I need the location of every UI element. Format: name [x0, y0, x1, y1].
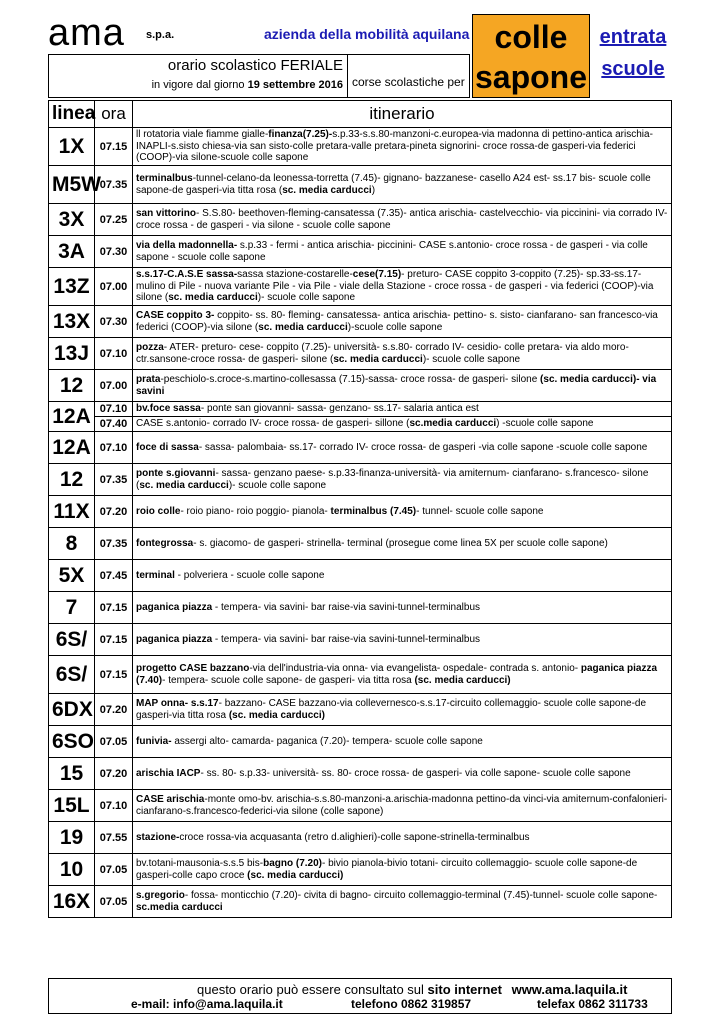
itinerary-segment: (sc. media carducci)- via savini	[136, 374, 657, 397]
line-number: M5W	[49, 166, 95, 204]
departure-time: 07.30	[95, 236, 133, 268]
departure-time: 07.30	[95, 306, 133, 338]
valid-from-date: 19 settembre 2016	[247, 79, 343, 91]
table-row	[49, 464, 672, 496]
table-row	[49, 854, 672, 886]
departure-time: 07.00	[95, 370, 133, 402]
itinerary-segment: sc.media carducci	[409, 418, 497, 430]
line-number: 11X	[49, 496, 95, 528]
col-linea: linea	[49, 101, 95, 128]
line-number: 6DX	[49, 694, 95, 726]
itinerary-segment: )	[371, 184, 376, 196]
destination-box	[472, 14, 590, 98]
table-row	[49, 236, 672, 268]
footer-phone: telefono 0862 319857	[351, 997, 472, 1011]
line-number: 6S/	[49, 624, 95, 656]
table-row	[49, 417, 672, 432]
table-body	[49, 128, 672, 918]
itinerary-segment: s.p.33-s.s.80-manzoni-c.europea-via madonna di pettino-antica arischia-INAPLI-s.sisto chiesa-via san sisto-colle pretara-valle pretara-pineta signorini- croce rossa-de gasperi-via federici (COOP)-via silone-scuole colle sapone	[136, 129, 653, 164]
line-number: 13X	[49, 306, 95, 338]
itinerary	[133, 464, 672, 496]
table-row	[49, 886, 672, 918]
col-ora: ora	[95, 101, 133, 128]
itinerary-segment: paganica piazza	[136, 633, 213, 645]
itinerary-segment: (sc. media carducci)	[228, 709, 325, 721]
itinerary	[133, 790, 672, 822]
destination-line2: sapone	[474, 59, 588, 95]
itinerary-segment: s.p.33 - fermi - antica arischia- piccinini- CASE s.antonio- croce rossa - de gasperi - via colle sapone - scuole colle sapone	[136, 240, 648, 263]
line-number: 13J	[49, 338, 95, 370]
departure-time: 07.10	[95, 338, 133, 370]
itinerary-segment: bv.totani-mausonia-s.s.5 bis-	[136, 858, 264, 869]
itinerary-segment: )- scuole colle sapone	[257, 292, 356, 304]
itinerary-segment: - S.S.80- beethoven-fleming-cansatessa (7.35)- antica arischia- castelvecchio- via piccinini- via corrado IV- croce rossa - de gasperi - via silone - scuole colle sapone	[136, 208, 668, 231]
itinerary-segment: bagno (7.20)	[263, 858, 322, 869]
itinerary-segment: cese(7.15)	[352, 269, 402, 281]
itinerary-segment: terminalbus (7.45)	[330, 505, 417, 517]
itinerary	[133, 204, 672, 236]
line-number: 10	[49, 854, 95, 886]
itinerary-segment: - tempera- scuole colle sapone- de gasperi- via titta rosa	[162, 674, 415, 686]
itinerary-segment: - s. giacomo- de gasperi- strinella- terminal (prosegue come linea 5X per scuole colle sapone)	[193, 537, 608, 549]
table-row	[49, 128, 672, 166]
itinerary-segment: - bazzano- CASE bazzano-via collevernesco-s.s.17-circuito collemaggio- scuole colle sapone-de gasperi-via titta rosa	[136, 698, 647, 721]
itinerary	[133, 528, 672, 560]
itinerary	[133, 268, 672, 306]
schedule-info-box	[48, 54, 348, 98]
itinerary-segment: paganica piazza (7.40)	[136, 663, 658, 686]
line-number: 15L	[49, 790, 95, 822]
itinerary-segment: bv.foce sassa	[136, 403, 201, 415]
itinerary-segment: - ss. 80- s.p.33- università- ss. 80- croce rossa- de gasperi- via colle sapone- scuole colle sapone	[200, 767, 631, 779]
itinerary-segment: progetto CASE bazzano	[136, 663, 250, 674]
itinerary-segment: assergi alto- camarda- paganica (7.20)- tempera- scuole colle sapone	[171, 735, 483, 747]
itinerary-segment: (sc. media carducci)	[414, 674, 511, 686]
table-row	[49, 306, 672, 338]
itinerary-segment: s.gregorio	[136, 890, 185, 901]
itinerary	[133, 560, 672, 592]
departure-time: 07.05	[95, 886, 133, 918]
line-number: 8	[49, 528, 95, 560]
departure-time: 07.35	[95, 166, 133, 204]
schedule-title: orario scolastico FERIALE	[167, 57, 343, 74]
col-itinerario: itinerario	[133, 101, 672, 128]
itinerary-segment: terminal	[136, 569, 175, 581]
itinerary	[133, 822, 672, 854]
departure-time: 07.45	[95, 560, 133, 592]
line-number: 7	[49, 592, 95, 624]
company-suffix: s.p.a.	[146, 29, 175, 41]
itinerary-segment: -peschiolo-s.croce-s.martino-collesassa (7.15)-sassa- croce rossa- de gasperi- silone	[160, 374, 541, 385]
itinerary-segment: paganica piazza	[136, 601, 213, 613]
courses-label: corse scolastiche per	[352, 75, 465, 89]
departure-time: 07.35	[95, 464, 133, 496]
itinerary-segment: -tunnel-celano-da leonessa-torretta (7.45)- gignano- bazzanese- casello A24 est- ss.17 bis- scuole colle sapone-de gasperi-via titta rosa (	[136, 173, 651, 196]
entry-line2: scuole	[601, 58, 665, 80]
itinerary-segment: ) -scuole colle sapone	[496, 418, 594, 430]
itinerary	[133, 496, 672, 528]
table-row	[49, 726, 672, 758]
itinerary	[133, 592, 672, 624]
itinerary-segment: - bivio pianola-bivio totani- circuito collemaggio- scuole colle sapone-de gasperi-colle capo croce	[136, 858, 638, 881]
valid-from	[152, 79, 343, 91]
itinerary-segment: coppito- ss. 80- fleming- cansatessa- antica arischia- pettino- s. sisto- cianfarano- san francesco-via federici (COOP)-via silone (	[136, 310, 658, 333]
destination-line1: colle	[494, 19, 568, 55]
table-row	[49, 204, 672, 236]
table-row	[49, 166, 672, 204]
table-row	[49, 790, 672, 822]
itinerary-segment: MAP onna- s.s.17	[136, 698, 219, 709]
itinerary-segment: - preturo- CASE coppito 3-coppito (7.25)- sp.33-ss.17-mulino di Pile - nuova variante Pile - via Pile - viale della Stazione - croce rossa - de gasperi - via federici (COOP)-via silone (	[136, 269, 654, 304]
itinerary-segment: - ATER- preturo- cese- coppito (7.25)- università- s.s.80- corrado IV- cesidio- colle pretara- via aldo moro-ctr.sansone-croce rossa- de gasperi- silone (	[136, 342, 629, 365]
itinerary-segment: CASE s.antonio- corrado IV- croce rossa- de gasperi- sillone (	[136, 418, 410, 430]
departure-time: 07.05	[95, 854, 133, 886]
itinerary	[133, 656, 672, 694]
line-number: 6S/	[49, 656, 95, 694]
line-number: 1X	[49, 128, 95, 166]
itinerary	[133, 402, 672, 417]
itinerary-segment: sassa stazione-costarelle-	[237, 269, 353, 281]
itinerary-segment: pozza	[136, 342, 164, 353]
table-row	[49, 370, 672, 402]
itinerary-segment: - polveriera - scuole colle sapone	[174, 569, 325, 581]
entry-label	[594, 26, 672, 80]
departure-time: 07.15	[95, 624, 133, 656]
departure-time: 07.10	[95, 790, 133, 822]
departure-time: 07.20	[95, 694, 133, 726]
departure-time: 07.10	[95, 402, 133, 417]
table-row	[49, 338, 672, 370]
itinerary-segment: sc. media carducci	[258, 321, 348, 333]
footer-site-label: sito internet	[427, 982, 502, 997]
itinerary-segment: sc.media carducci	[136, 901, 223, 913]
itinerary	[133, 886, 672, 918]
courses-box	[348, 54, 470, 98]
footer-info	[197, 982, 627, 997]
itinerary-segment: - tempera- via savini- bar raise-via savini-tunnel-terminalbus	[212, 601, 481, 613]
itinerary-segment: via della madonnella-	[136, 240, 238, 251]
table-row	[49, 656, 672, 694]
table-row	[49, 560, 672, 592]
itinerary-segment: )- scuole colle sapone	[422, 353, 521, 365]
departure-time: 07.20	[95, 496, 133, 528]
itinerary-segment: san vittorino	[136, 208, 197, 219]
line-number: 12A	[49, 432, 95, 464]
departure-time: 07.15	[95, 592, 133, 624]
document-header	[48, 12, 672, 95]
departure-time: 07.00	[95, 268, 133, 306]
line-number: 3A	[49, 236, 95, 268]
footer-info-prefix: questo orario può essere consultato sul	[197, 982, 424, 997]
itinerary-segment: ponte s.giovanni	[136, 468, 216, 479]
itinerary-segment: -monte omo-bv. arischia-s.s.80-manzoni-a.arischia-madonna pettino-da vinci-via amiternum-confalonieri-cianfarano-s.francesco-federici-via silone (colle sapone)	[136, 794, 668, 817]
schedule-table	[48, 100, 672, 918]
itinerary-segment: sc. media carducci	[168, 292, 258, 304]
departure-time: 07.55	[95, 822, 133, 854]
itinerary	[133, 166, 672, 204]
itinerary-segment: - fossa- monticchio (7.20)- civita di bagno- circuito collemaggio-terminal (7.45)-tunnel- scuole colle sapone-	[184, 890, 658, 901]
table-row	[49, 268, 672, 306]
itinerary-segment: ll rotatoria viale fiamme gialle-	[136, 129, 269, 141]
table-row	[49, 822, 672, 854]
itinerary-segment: sc. media carducci	[333, 353, 423, 365]
line-number: 12	[49, 464, 95, 496]
itinerary-segment: )-scuole colle sapone	[347, 321, 443, 333]
departure-time: 07.10	[95, 432, 133, 464]
departure-time: 07.40	[95, 417, 133, 432]
itinerary-segment: -via dell'industria-via onna- via evangelista- ospedale- contrada s. antonio-	[249, 663, 581, 674]
itinerary-segment: croce rossa-via acquasanta (retro d.alighieri)-colle sapone-strinella-terminalbus	[179, 831, 530, 843]
footer-box	[48, 978, 672, 1014]
itinerary-segment: CASE coppito 3-	[136, 310, 215, 321]
table-row	[49, 528, 672, 560]
line-number: 15	[49, 758, 95, 790]
itinerary-segment: stazione-	[136, 831, 180, 843]
itinerary	[133, 417, 672, 432]
itinerary	[133, 694, 672, 726]
valid-from-prefix: in vigore dal giorno	[151, 79, 245, 91]
departure-time: 07.20	[95, 758, 133, 790]
departure-time: 07.05	[95, 726, 133, 758]
table-row	[49, 694, 672, 726]
itinerary-segment: foce di sassa	[136, 441, 199, 453]
itinerary-segment: funivia-	[136, 735, 172, 747]
departure-time: 07.35	[95, 528, 133, 560]
itinerary	[133, 338, 672, 370]
line-number: 12	[49, 370, 95, 402]
itinerary-segment: arischia IACP	[136, 767, 201, 779]
itinerary-segment: - roio piano- roio poggio- pianola-	[180, 505, 331, 517]
table-header-row	[49, 101, 672, 128]
itinerary	[133, 624, 672, 656]
itinerary-segment: - tunnel- scuole colle sapone	[416, 505, 544, 517]
line-number: 6SO	[49, 726, 95, 758]
line-number: 19	[49, 822, 95, 854]
table-row	[49, 402, 672, 417]
departure-time: 07.15	[95, 656, 133, 694]
itinerary-segment: - sassa- palombaia- ss.17- corrado IV- croce rossa- de gasperi -via colle sapone -scuole colle sapone	[198, 441, 648, 453]
itinerary-segment: )- scuole colle sapone	[228, 479, 327, 491]
entry-line1: entrata	[599, 26, 667, 48]
itinerary	[133, 758, 672, 790]
itinerary-segment: terminalbus	[136, 173, 193, 184]
itinerary	[133, 726, 672, 758]
itinerary-segment: CASE arischia	[136, 794, 205, 805]
line-number: 3X	[49, 204, 95, 236]
company-name: azienda della mobilità aquilana	[264, 26, 470, 42]
ama-logo: ama	[48, 12, 125, 54]
itinerary	[133, 370, 672, 402]
itinerary-segment: s.s.17-C.A.S.E sassa-	[136, 269, 238, 281]
itinerary	[133, 236, 672, 268]
itinerary-segment: fontegrossa	[136, 537, 194, 549]
itinerary-segment: roio colle	[136, 505, 181, 517]
footer-url[interactable]: www.ama.laquila.it	[511, 982, 628, 997]
footer-email[interactable]: e-mail: info@ama.laquila.it	[131, 997, 283, 1011]
itinerary	[133, 432, 672, 464]
table-row	[49, 496, 672, 528]
itinerary-segment: - sassa- genzano paese- s.p.33-finanza-università- via amiternum- cianfarano- s.francesco- silone (	[136, 468, 649, 491]
line-number: 16X	[49, 886, 95, 918]
itinerary-segment: (sc. media carducci)	[247, 869, 344, 881]
itinerary-segment: - ponte san giovanni- sassa- genzano- ss.17- salaria antica est	[200, 403, 479, 415]
departure-time: 07.15	[95, 128, 133, 166]
itinerary	[133, 854, 672, 886]
itinerary-segment: prata	[136, 374, 161, 385]
itinerary	[133, 306, 672, 338]
table-row	[49, 592, 672, 624]
departure-time: 07.25	[95, 204, 133, 236]
line-number: 12A	[49, 402, 95, 432]
itinerary-segment: sc. media carducci	[282, 184, 372, 196]
footer-fax: telefax 0862 311733	[537, 997, 648, 1011]
itinerary-segment: sc. media carducci	[139, 479, 229, 491]
table-row	[49, 758, 672, 790]
table-row	[49, 432, 672, 464]
table-row	[49, 624, 672, 656]
itinerary-segment: finanza(7.25)-	[268, 129, 333, 141]
itinerary	[133, 128, 672, 166]
line-number: 13Z	[49, 268, 95, 306]
itinerary-segment: - tempera- via savini- bar raise-via savini-tunnel-terminalbus	[212, 633, 481, 645]
schedule-table-wrapper	[48, 100, 672, 918]
line-number: 5X	[49, 560, 95, 592]
